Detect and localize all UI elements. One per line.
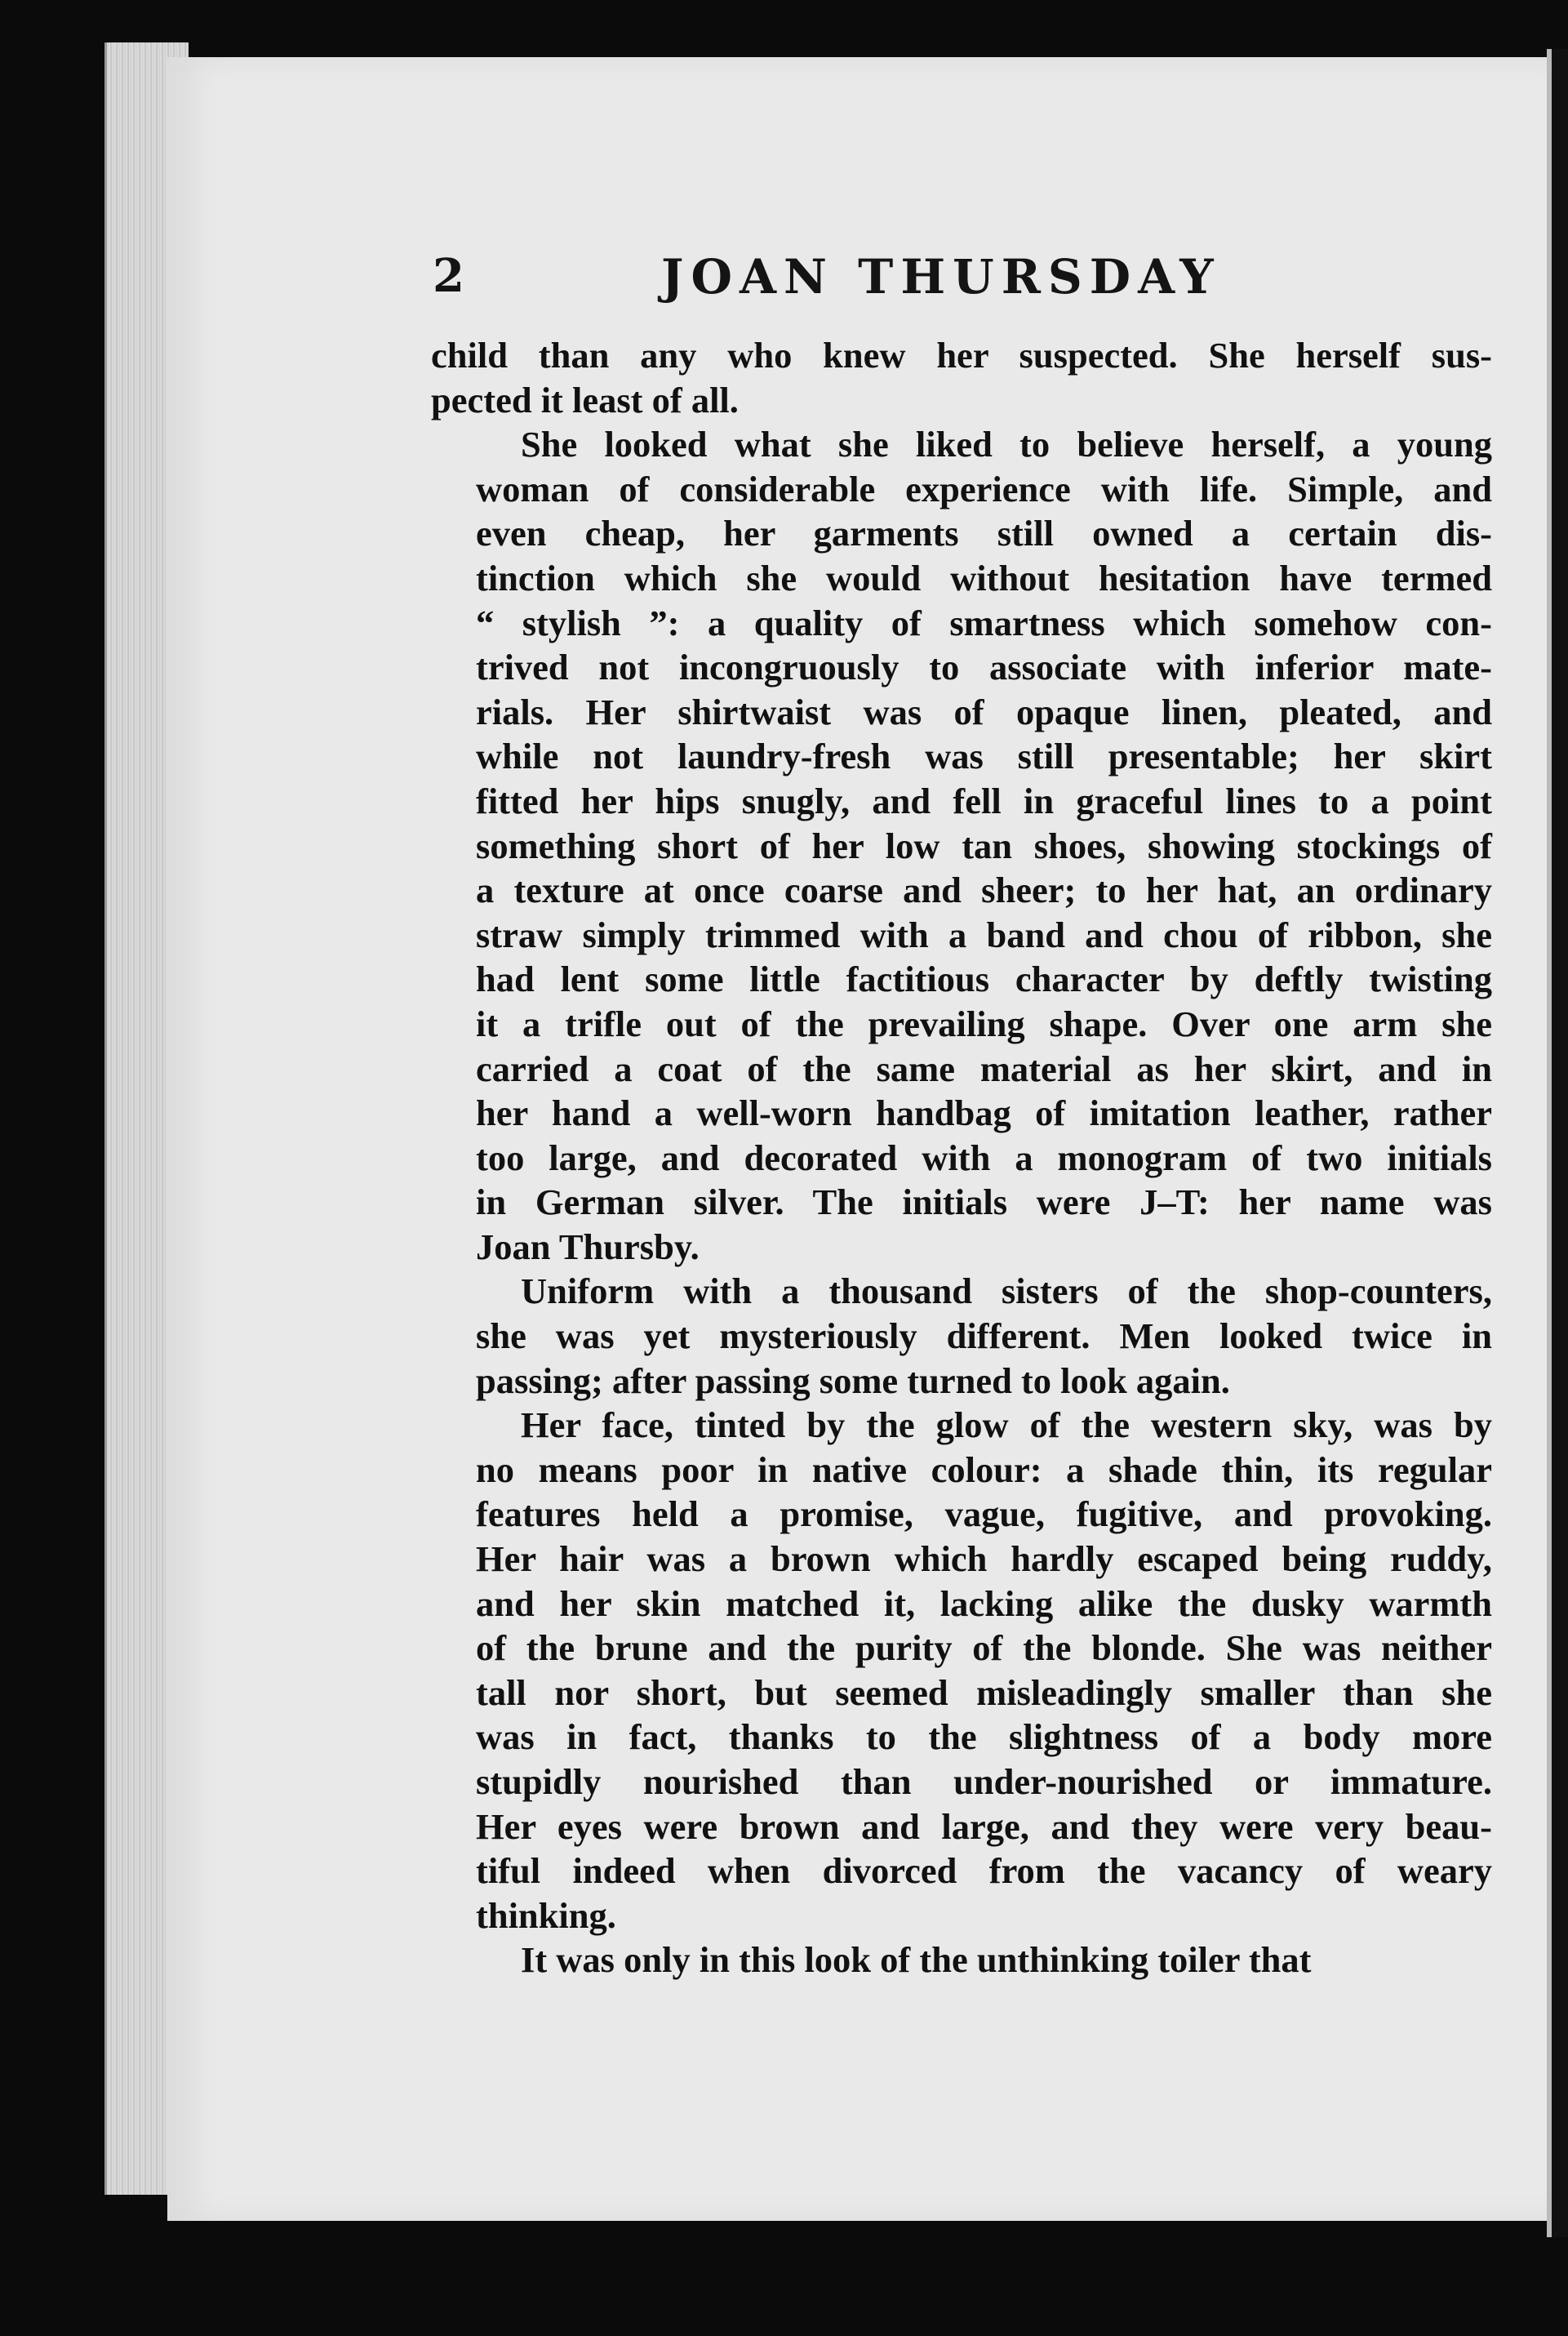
paragraph bbox=[431, 422, 1492, 1269]
paragraph bbox=[431, 333, 1492, 422]
text-line: had lent some little factitious character by deftly twisting bbox=[476, 959, 1492, 1000]
text-line: It was only in this look of the unthinking toiler that bbox=[521, 1939, 1312, 1981]
facing-page-edge bbox=[1547, 49, 1568, 2237]
text-line: pected it least of all. bbox=[431, 379, 739, 420]
text-line: tinction which she would without hesitation have termed bbox=[476, 557, 1492, 598]
text-line: She looked what she liked to believe herself, a young bbox=[521, 424, 1492, 465]
running-title: JOAN THURSDAY bbox=[661, 249, 1221, 305]
page-number: 2 bbox=[433, 249, 464, 303]
text-line: tiful indeed when divorced from the vacancy of weary bbox=[476, 1850, 1492, 1892]
text-line: and her skin matched it, lacking alike the dusky warmth bbox=[476, 1582, 1492, 1624]
text-line: no means poor in native colour: a shade thin, its regular bbox=[476, 1448, 1492, 1490]
text-line: something short of her low tan shoes, showing stockings of bbox=[476, 825, 1492, 866]
text-line: features held a promise, vague, fugitive, and provoking. bbox=[476, 1493, 1492, 1535]
paragraph bbox=[431, 1403, 1492, 1938]
text-line: trived not incongruously to associate with inferior mate- bbox=[476, 647, 1492, 688]
text-line: a texture at once coarse and sheer; to her hat, an ordinary bbox=[476, 870, 1492, 911]
text-line: “ stylish ”: a quality of smartness which somehow con- bbox=[476, 602, 1492, 643]
text-line: while not laundry-fresh was still presentable; her skirt bbox=[476, 736, 1492, 777]
text-line: in German silver. The initials were J–T: her name was bbox=[476, 1181, 1492, 1223]
text-line: child than any who knew her suspected. She herself sus- bbox=[431, 335, 1492, 376]
paragraph bbox=[431, 1938, 1492, 1982]
text-line: even cheap, her garments still owned a certain dis- bbox=[476, 513, 1492, 554]
text-line: straw simply trimmed with a band and chou of ribbon, she bbox=[476, 914, 1492, 955]
body-text bbox=[431, 333, 1492, 1982]
text-line: Joan Thursby. bbox=[476, 1226, 700, 1267]
text-line: Her hair was a brown which hardly escaped being ruddy, bbox=[476, 1538, 1492, 1580]
text-line: fitted her hips snugly, and fell in graceful lines to a point bbox=[476, 780, 1492, 821]
text-line: stupidly nourished than under-nourished or immature. bbox=[476, 1761, 1492, 1802]
text-line: carried a coat of the same material as her skirt, and in bbox=[476, 1048, 1492, 1089]
text-line: passing; after passing some turned to look again. bbox=[476, 1359, 1230, 1401]
text-line: she was yet mysteriously different. Men looked twice in bbox=[476, 1315, 1492, 1357]
paragraph bbox=[431, 1269, 1492, 1403]
text-line: tall nor short, but seemed misleadingly smaller than she bbox=[476, 1671, 1492, 1713]
text-line: it a trifle out of the prevailing shape. Over one arm she bbox=[476, 1003, 1492, 1044]
text-line: rials. Her shirtwaist was of opaque linen, pleated, and bbox=[476, 691, 1492, 732]
text-line: Uniform with a thousand sisters of the shop-counters, bbox=[521, 1270, 1492, 1312]
text-line: of the brune and the purity of the blonde. She was neither bbox=[476, 1627, 1492, 1669]
text-line: Her eyes were brown and large, and they were very beau- bbox=[476, 1805, 1492, 1847]
text-line: woman of considerable experience with life. Simple, and bbox=[476, 468, 1492, 509]
text-line: thinking. bbox=[476, 1894, 616, 1936]
text-line: Her face, tinted by the glow of the western sky, was by bbox=[521, 1404, 1492, 1446]
text-line: was in fact, thanks to the slightness of a body more bbox=[476, 1716, 1492, 1758]
text-line: her hand a well-worn handbag of imitation leather, rather bbox=[476, 1092, 1492, 1134]
text-line: too large, and decorated with a monogram of two initials bbox=[476, 1137, 1492, 1178]
